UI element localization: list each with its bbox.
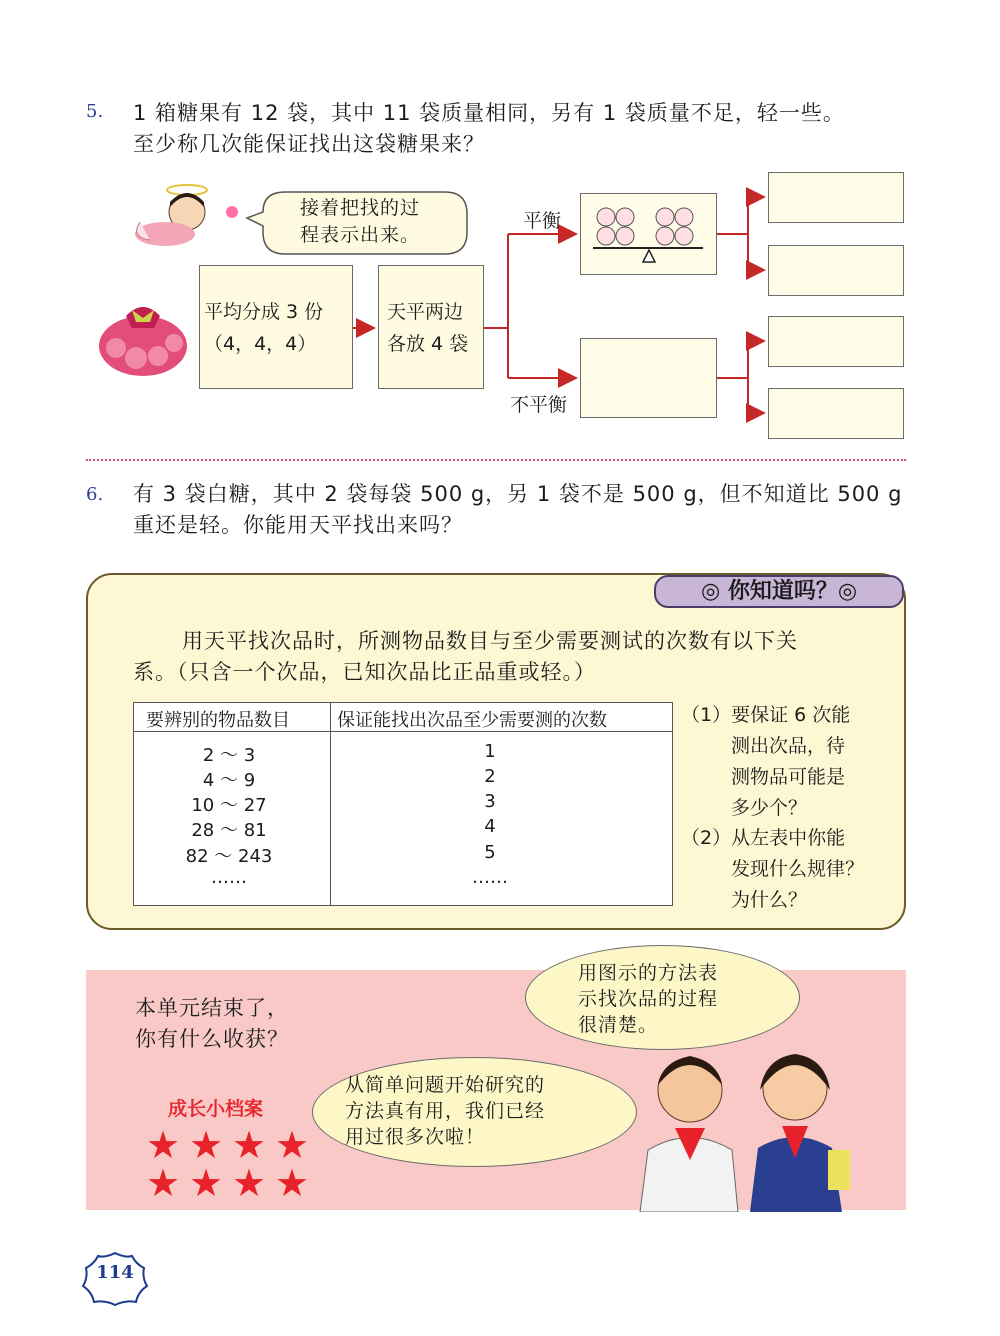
table-row-1-count: 2 ～ 3 <box>202 745 256 766</box>
table-row-5-tests: 5 <box>484 842 496 863</box>
know-q2-line2: 发现什么规律？ <box>731 858 865 880</box>
know-intro-2: 系。（只含一个次品，已知次品比正品重或轻。） <box>133 660 596 684</box>
know-q2-line1: （2）从左表中你能 <box>681 827 846 849</box>
bubble2-line1: 从简单问题开始研究的 <box>345 1074 546 1096</box>
table-row-3-tests: 3 <box>484 791 496 812</box>
bubble-text-2: 程表示出来。 <box>300 224 421 246</box>
growth-archive-label: 成长小档案 <box>168 1098 264 1120</box>
bubble2-text <box>345 1072 545 1150</box>
summary-question-2: 你有什么收获？ <box>135 1027 289 1051</box>
summary-question-1: 本单元结束了， <box>135 996 289 1020</box>
star-icon: ★ <box>275 1123 310 1167</box>
q5-number: 5. <box>86 101 104 122</box>
bubble1-text <box>578 960 718 1038</box>
page-number: 114 <box>96 1262 134 1283</box>
star-icon: ★ <box>146 1123 181 1167</box>
bubble1-line3: 很清楚。 <box>578 1014 659 1036</box>
bubble2-line3: 用过很多次啦！ <box>345 1126 486 1148</box>
table-row-2-count: 4 ～ 9 <box>202 770 256 791</box>
know-q1-line1: （1）要保证 6 次能 <box>681 704 851 726</box>
know-intro-1: 用天平找次品时，所测物品数目与至少需要测试的次数有以下关 <box>182 629 798 653</box>
q5-line2: 至少称几次能保证找出这袋糖果来？ <box>133 132 485 156</box>
know-q1-line2: 测出次品，待 <box>731 735 846 757</box>
did-you-know-title: ◎ 你知道吗？◎ <box>654 575 904 608</box>
table-row-2-tests: 2 <box>484 766 496 787</box>
q6-line1: 有 3 袋白糖，其中 2 袋每袋 500 g，另 1 袋不是 500 g，但不知道比 500 g <box>133 482 903 506</box>
star-icon: ★ <box>275 1161 310 1205</box>
table-row-6-tests: …… <box>472 867 508 888</box>
q5-line1: 1 箱糖果有 12 袋，其中 11 袋质量相同，另有 1 袋质量不足，轻一些。 <box>133 101 845 125</box>
section-divider <box>86 459 906 461</box>
star-icon: ★ <box>189 1161 224 1205</box>
table-row-1-tests: 1 <box>484 741 496 762</box>
table-row-4-tests: 4 <box>484 816 496 837</box>
step1-text-1: 平均分成 3 份 <box>204 301 324 323</box>
know-question-2 <box>681 823 864 916</box>
balanced-label: 平衡 <box>523 210 562 232</box>
bubble-text-1: 接着把找的过 <box>300 197 421 219</box>
table-row-4-count: 28 ～ 81 <box>191 820 267 841</box>
step2-text-2: 各放 4 袋 <box>387 333 469 355</box>
flow-arrows <box>0 0 1000 460</box>
children-illustration <box>620 1040 865 1212</box>
table-row-5-count: 82 ～ 243 <box>185 846 273 867</box>
star-icon: ★ <box>189 1123 224 1167</box>
know-q1-line3: 测物品可能是 <box>731 766 846 788</box>
star-icon: ★ <box>232 1161 267 1205</box>
table-header-count: 要辨别的物品数目 <box>146 710 290 731</box>
q6-line2: 重还是轻。你能用天平找出来吗？ <box>133 513 463 537</box>
know-q1-line4: 多少个？ <box>731 797 808 819</box>
table-row-6-count: …… <box>211 867 247 888</box>
know-q2-line3: 为什么？ <box>731 889 808 911</box>
bubble1-line2: 示找次品的过程 <box>578 988 719 1010</box>
table-row-3-count: 10 ～ 27 <box>191 795 267 816</box>
star-icon: ★ <box>146 1161 181 1205</box>
step1-text-2: （4，4，4） <box>204 333 317 355</box>
unbalanced-label: 不平衡 <box>510 394 568 416</box>
q6-number: 6. <box>86 484 104 505</box>
relation-table <box>133 702 673 906</box>
table-header-tests: 保证能找出次品至少需要测的次数 <box>337 710 607 731</box>
star-icon: ★ <box>232 1123 267 1167</box>
bubble1-line1: 用图示的方法表 <box>578 962 719 984</box>
know-question-1 <box>681 700 850 824</box>
step2-text-1: 天平两边 <box>387 301 464 323</box>
bubble2-line2: 方法真有用，我们已经 <box>345 1100 546 1122</box>
